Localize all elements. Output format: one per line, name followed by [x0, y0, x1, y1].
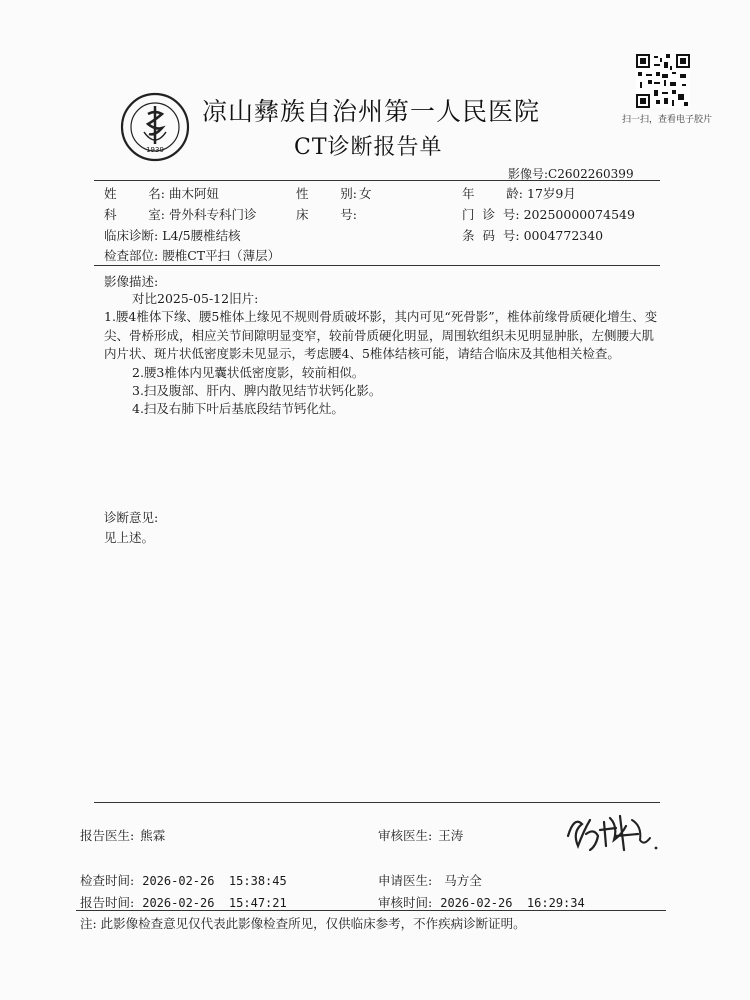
report-time-value: 2026-02-26 15:47:21: [142, 896, 287, 910]
opinion-title: 诊断意见:: [104, 510, 159, 525]
exam-part-field: [104, 246, 280, 264]
review-time-field: [378, 893, 585, 911]
qr-caption: 扫一扫，查看电子胶片: [622, 115, 713, 125]
dept-label: 科 室:: [104, 207, 165, 222]
age-value: 17岁9月: [527, 186, 576, 201]
bed-label: 床 号:: [296, 207, 357, 222]
barcode-value: 0004772340: [523, 228, 604, 243]
clinical-diagnosis-label: 临床诊断:: [104, 228, 159, 243]
clinic-no-field: [462, 205, 635, 223]
signature-image: [560, 806, 664, 854]
report-time-field: [80, 893, 287, 911]
dept-value: 骨外科专科门诊: [169, 207, 257, 222]
opinion-text: 见上述。: [104, 530, 155, 545]
clinical-diagnosis-field: [104, 226, 241, 244]
report-title: CT诊断报告单: [294, 135, 443, 160]
name-label: 姓 名:: [104, 186, 165, 201]
review-doctor-value: 王涛: [438, 828, 464, 843]
report-doctor-field: [80, 826, 165, 844]
exam-part-value: 腰椎CT平扫（薄层）: [162, 248, 281, 263]
image-number-label: 影像号:: [508, 167, 549, 181]
sex-field: [296, 184, 372, 202]
hospital-name: 凉山彝族自治州第一人民医院: [202, 97, 541, 126]
name-field: [104, 184, 219, 202]
request-doctor-field: [378, 871, 482, 889]
exam-time-field: [80, 871, 287, 889]
hospital-logo: [120, 92, 190, 162]
age-field: [462, 184, 576, 202]
review-time-value: 2026-02-26 16:29:34: [440, 896, 585, 910]
finding-item: 1.腰4椎体下缘、腰5椎体上缘见不规则骨质破坏影，其内可见“死骨影”，椎体前缘骨质硬化增生、变尖、骨桥形成，相应关节间隙明显变窄，较前骨质硬化明显，周围软组织未见明显肿胀，左侧腰大肌内片状、斑片状低密度影未见显示，考虑腰4、5椎体结核可能，请结合临床及其他相关检查。: [104, 309, 658, 362]
findings-title: 影像描述:: [104, 274, 159, 289]
request-doctor-value: 马方全: [444, 873, 482, 888]
bed-field: [296, 205, 357, 223]
exam-time-label: 检查时间:: [80, 873, 135, 888]
report-doctor-label: 报告医生:: [80, 828, 135, 843]
barcode-label: 条 码 号:: [462, 228, 520, 243]
finding-item: 4.扫及右肺下叶后基底段结节钙化灶。: [132, 401, 344, 417]
clinic-no-label: 门 诊 号:: [462, 207, 520, 222]
report-time-label: 报告时间:: [80, 895, 135, 910]
info-divider: [94, 265, 660, 266]
clinic-no-value: 20250000074549: [523, 207, 635, 222]
header-divider: [94, 180, 660, 181]
clinical-diagnosis-value: L4/5腰椎结核: [162, 228, 241, 243]
findings-body: [104, 290, 660, 419]
qr-code-icon[interactable]: [636, 54, 690, 108]
finding-item: 3.扫及腹部、肝内、脾内散见结节状钙化影。: [132, 383, 382, 399]
footer-divider: [94, 802, 660, 803]
finding-item: 2.腰3椎体内见囊状低密度影，较前相似。: [132, 364, 365, 380]
svg-text:1939: 1939: [146, 146, 164, 154]
age-label: 年 龄:: [462, 186, 523, 201]
request-doctor-label: 申请医生:: [378, 873, 433, 888]
sex-label: 性 别:: [296, 186, 357, 201]
report-doctor-value: 熊霖: [140, 828, 166, 843]
review-doctor-field: [378, 826, 463, 844]
sex-value: 女: [359, 186, 372, 201]
barcode-field: [462, 226, 603, 244]
exam-part-label: 检查部位:: [104, 248, 159, 263]
dept-field: [104, 205, 257, 223]
review-time-label: 审核时间:: [378, 895, 433, 910]
name-value: 曲木阿妞: [169, 186, 220, 201]
image-number-value: C2602260399: [548, 167, 634, 181]
note-divider: [76, 910, 666, 911]
review-doctor-label: 审核医生:: [378, 828, 433, 843]
findings-compare: 对比2025-05-12旧片:: [132, 291, 259, 306]
disclaimer-note: 注: 此影像检查意见仅代表此影像检查所见，仅供临床参考，不作疾病诊断证明。: [80, 916, 526, 931]
exam-time-value: 2026-02-26 15:38:45: [142, 874, 287, 888]
